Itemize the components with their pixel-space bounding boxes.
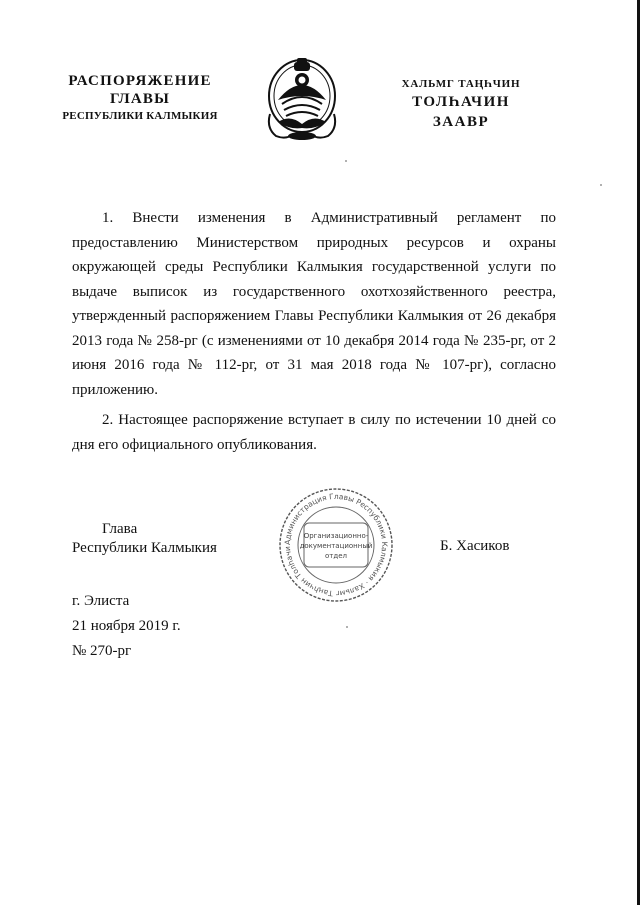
signature-position-line1: Глава <box>102 521 138 537</box>
stamp-outer-text: Администрация Главы Республики Калмыкия · Хальмг Таңһчин Толһачи <box>282 491 390 599</box>
paragraph-1: 1. Внести изменения в Административный регламент по предоставлению Министерством природных ресурсов и охраны окружающей среды Республики Калмыкия государственной услуги по выдаче выписок из государственного охотхозяйственного реестра, утвержденный распоряжением Главы Республики Калмыкия от 26 декабря 2013 года № 258-рг (с изменениями от 10 декабря 2014 года № 235-рг, от 2 июня 2016 года № 112-рг, от 31 мая 2018 года № 107-рг), согласно приложению. <box>72 210 556 398</box>
scan-speck <box>345 160 347 162</box>
header-left-line3: РЕСПУБЛИКИ КАЛМЫКИЯ <box>62 110 218 122</box>
header-left-line1: РАСПОРЯЖЕНИЕ <box>68 73 212 89</box>
footer-number: № 270-рг <box>72 643 132 659</box>
header-right-line2: ТОЛҺАЧИН <box>412 94 510 110</box>
document-footer <box>72 589 181 664</box>
header-left <box>40 72 240 124</box>
order-body <box>72 206 556 457</box>
official-stamp <box>272 486 400 604</box>
signature-position-line2: Республики Калмыкия <box>72 540 217 556</box>
header-right <box>386 76 536 132</box>
coat-of-arms-icon <box>264 56 340 142</box>
header-left-line2: ГЛАВЫ <box>109 91 171 107</box>
stamp-inner-line1: Организационно- <box>303 532 369 540</box>
footer-city: г. Элиста <box>72 593 130 609</box>
header-right-line3: ЗААВР <box>432 114 490 130</box>
signature-position <box>72 520 217 558</box>
signatory-name: Б. Хасиков <box>440 538 510 554</box>
stamp-inner-line3: отдел <box>325 552 347 560</box>
stamp-inner-line2: документационный <box>299 542 373 550</box>
header-right-line1: ХАЛЬМГ ТАҢҺЧИН <box>401 78 521 90</box>
footer-date: 21 ноября 2019 г. <box>72 618 181 634</box>
paragraph-2: 2. Настоящее распоряжение вступает в силу по истечении 10 дней со дня его официального опубликования. <box>72 412 556 453</box>
scan-speck <box>346 626 348 628</box>
scan-speck <box>600 184 602 186</box>
